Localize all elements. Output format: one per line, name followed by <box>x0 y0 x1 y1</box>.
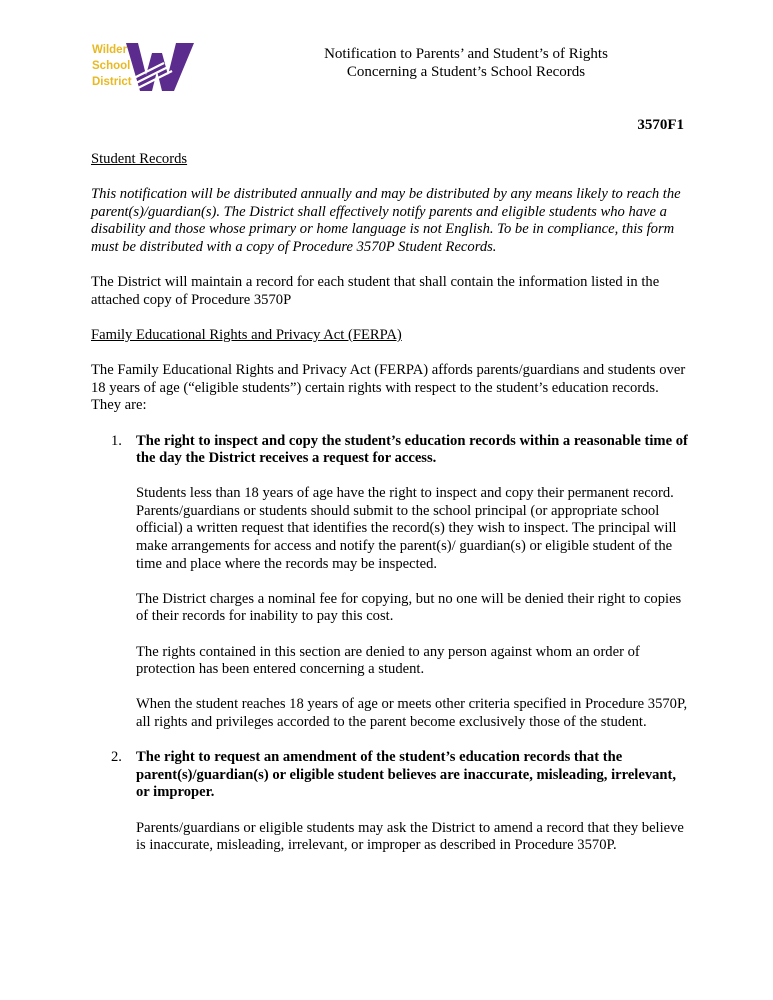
maintain-record-paragraph: The District will maintain a record for each student that shall contain the information listed in the attached copy of Procedure 3570P <box>91 274 660 308</box>
document-body <box>91 151 691 855</box>
list-item-1 <box>91 433 691 732</box>
logo-text <box>92 42 132 90</box>
ferpa-heading: Family Educational Rights and Privacy Act (FERPA) <box>91 326 402 343</box>
list-item-paragraph: The District charges a nominal fee for copying, but no one will be denied their right to copies of their records for inability to pay this cost. <box>136 590 682 625</box>
list-number: 1. <box>111 432 122 449</box>
document-code: 3570F1 <box>637 117 684 133</box>
list-item-paragraph: Students less than 18 years of age have the right to inspect and copy their permanent record. Parents/guardians or students should submit to the school principal (or appropriate school official) a written request that identifies the record(s) they wish to inspect. The principal will make arrangements for access and notify the parent(s)/ guardian(s) or eligible student of the time and place where the records may be inspected. <box>136 485 677 572</box>
ferpa-intro-paragraph: The Family Educational Rights and Privacy Act (FERPA) affords parents/guardians and students over 18 years of age (“eligible students”) certain rights with respect to the student’s education records. They are: <box>91 362 686 414</box>
list-item-title: The right to request an amendment of the student’s education records that the parent(s)/guardian(s) or eligible student believes are inaccurate, misleading, irrelevant, or improper. <box>136 749 677 801</box>
logo-line-school: School <box>92 60 131 72</box>
list-item-2 <box>91 749 691 855</box>
title-line-1: Notification to Parents’ and Student’s of Rights <box>324 46 608 62</box>
list-item-paragraph: The rights contained in this section are denied to any person against whom an order of protection has been entered concerning a student. <box>136 643 640 678</box>
list-item-title: The right to inspect and copy the student’s education records within a reasonable time of the day the District receives a request for access. <box>136 432 688 467</box>
student-records-heading: Student Records <box>91 151 188 167</box>
district-logo <box>92 41 196 95</box>
notification-paragraph: This notification will be distributed annually and may be distributed by any means likely to reach the parent(s)/guardian(s). The District shall effectively notify parents and eligible students who have a disability and those whose primary or home language is not English. To be in compliance, this form must be distributed with a copy of Procedure 3570P Student Records. <box>91 186 681 255</box>
document-title <box>296 45 636 81</box>
logo-line-district: District <box>92 76 132 88</box>
list-item-paragraph: When the student reaches 18 years of age or meets other criteria specified in Procedure 3570P, all rights and privileges accorded to the parent become exclusively those of the student. <box>136 696 688 730</box>
logo-line-wilder: Wilder <box>92 44 128 56</box>
list-item-paragraph: Parents/guardians or eligible students may ask the District to amend a record that they believe is inaccurate, misleading, irrelevant, or improper as described in Procedure 3570P. <box>136 819 684 854</box>
title-line-2: Concerning a Student’s School Records <box>346 64 586 80</box>
w-logo-mark-icon <box>124 41 196 93</box>
list-number: 2. <box>111 749 122 766</box>
